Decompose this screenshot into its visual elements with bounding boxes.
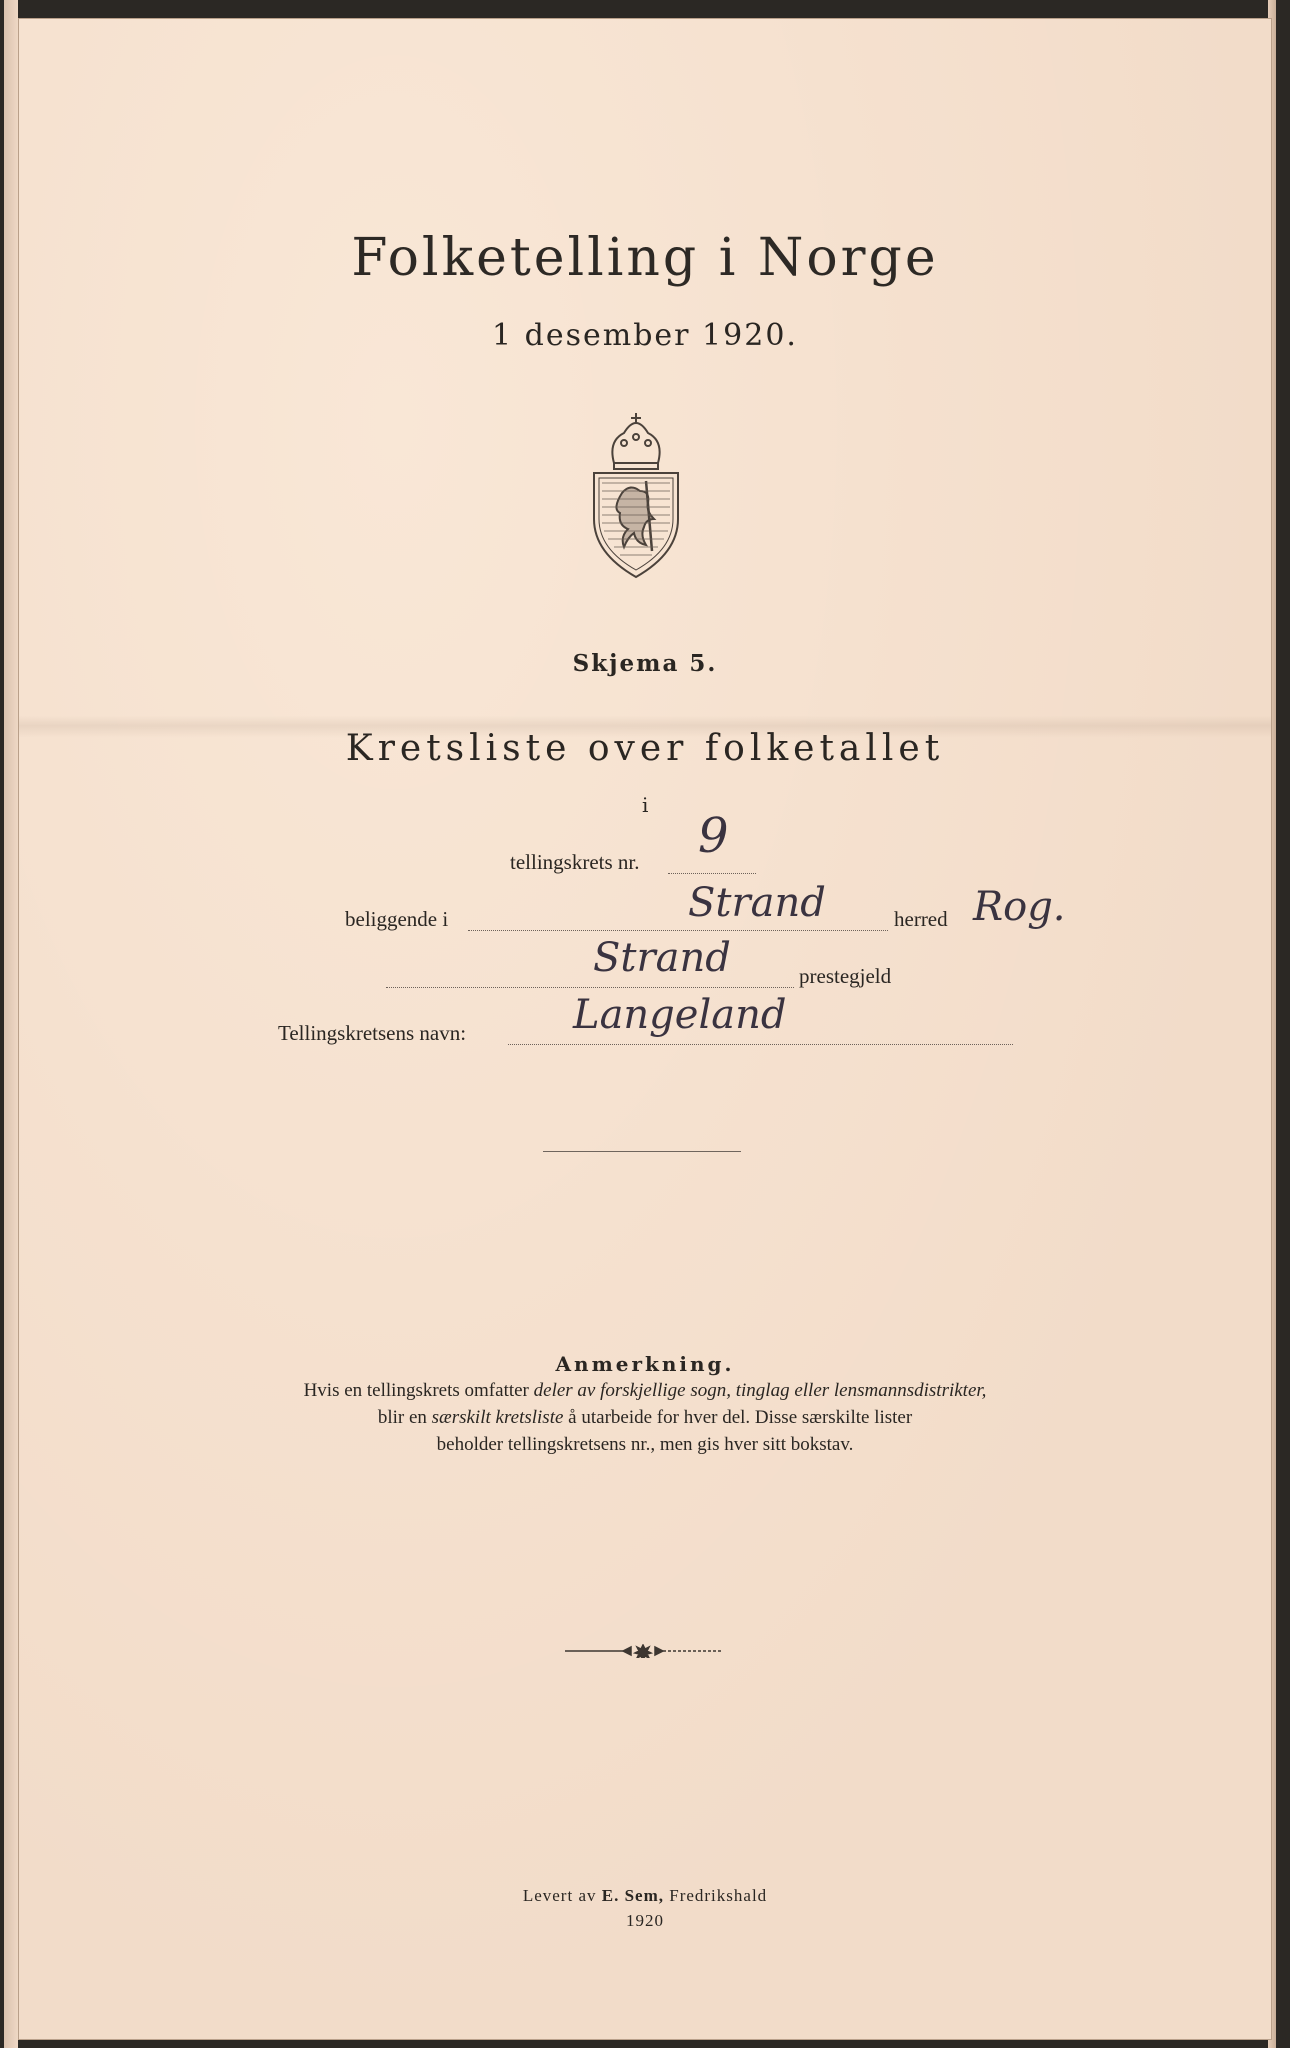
- parish-dotted-line: [386, 987, 794, 988]
- census-form-page: [18, 18, 1272, 2040]
- note-line-1: [18, 1380, 1272, 1402]
- district-number-dotted-line: [668, 873, 756, 874]
- note-line-2: [18, 1407, 1272, 1429]
- page-edge-left: [4, 0, 18, 2048]
- note-line-3: beholder tellingskretsens nr., men gis hver sitt bokstav.: [436, 1434, 854, 1455]
- printer-place: Fredrikshald: [663, 1886, 768, 1905]
- ornament-divider-icon: [563, 1644, 723, 1658]
- document-title: Folketelling i Norge: [351, 228, 939, 288]
- printer-year: 1920: [626, 1911, 664, 1930]
- municipality-dotted-line: [468, 930, 888, 931]
- parish-value: Strand: [593, 935, 731, 981]
- printer-prefix: Levert av: [522, 1886, 602, 1905]
- note-line-1-italic: deler av forskjellige sogn, tinglag eller lensmannsdistrikter,: [533, 1380, 987, 1401]
- herred-label: herred: [894, 907, 948, 931]
- printer-name: E. Sem,: [601, 1886, 664, 1905]
- schema-number: Skjema 5.: [572, 650, 718, 677]
- district-name-label: Tellingskretsens navn:: [278, 1021, 467, 1045]
- county-value: Rog.: [973, 884, 1066, 930]
- note-line-1-text: Hvis en tellingskrets omfatter: [303, 1380, 534, 1401]
- document-date: 1 desember 1920.: [492, 318, 798, 353]
- separator-rule: [543, 1151, 741, 1152]
- prestegjeld-label: prestegjeld: [799, 964, 892, 988]
- district-name-value: Langeland: [573, 992, 787, 1038]
- located-in-label: beliggende i: [345, 907, 449, 931]
- district-number-value: 9: [698, 808, 729, 864]
- district-number-label: tellingskrets nr.: [510, 850, 640, 874]
- note-title: Anmerkning.: [555, 1352, 735, 1376]
- printer-credit: [18, 1886, 1272, 1906]
- preposition-label: i: [642, 793, 649, 817]
- note-line-2-text-a: blir en: [377, 1407, 432, 1428]
- norwegian-coat-of-arms-icon: [588, 411, 684, 581]
- district-name-dotted-line: [508, 1044, 1013, 1045]
- form-heading: Kretsliste over folketallet: [345, 728, 945, 769]
- note-line-2-text-c: å utarbeide for hver del. Disse særskilte lister: [563, 1407, 913, 1428]
- note-line-2-italic: særskilt kretsliste: [431, 1407, 564, 1428]
- municipality-value: Strand: [688, 880, 826, 926]
